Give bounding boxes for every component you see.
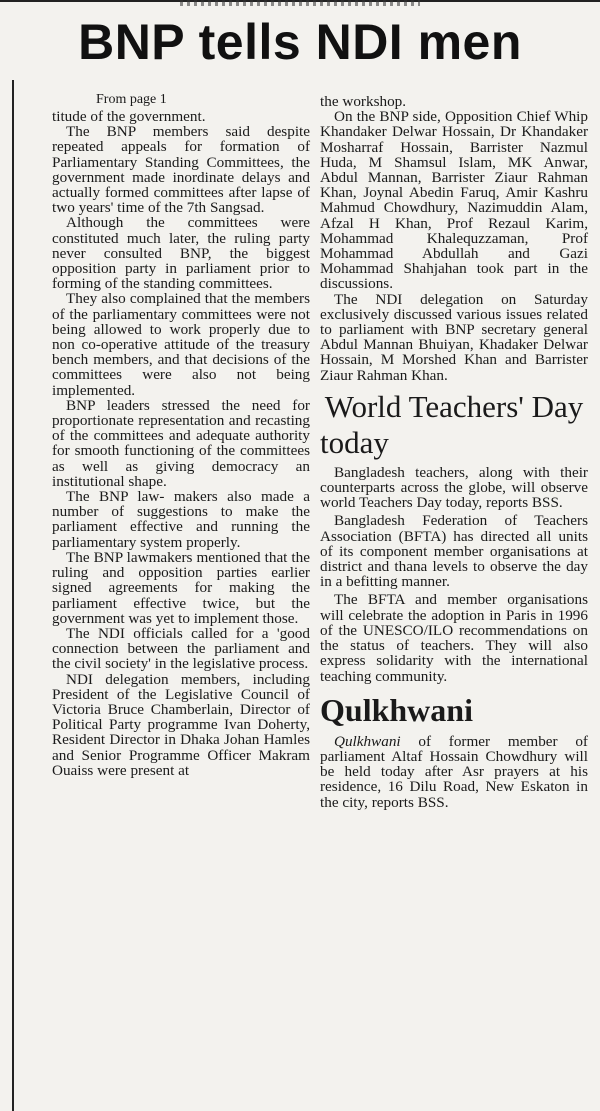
paragraph: Although the committees were constituted much later, the ruling party never consulted BNP, the biggest opposition party in parliament prior to forming of the standing committees. [52, 214, 310, 293]
paragraph: titude of the government. [52, 108, 206, 125]
paragraph: On the BNP side, Opposition Chief Whip Khandaker Delwar Hossain, Dr Khandaker Mosharraf Hossain, Barrister Nazmul Huda, M Shamsul Islam, MK Anwar, Abdul Mannan, Barrister Ziaur Rahman Khan, Joynal Abedin Faruq, Amir Kashru Mahmud Chowdhury, Nazimuddin Alam, Afzal H Khan, Prof Rezaul Karim, Mohammad Khalequzzaman, Prof Mohammad Abdullah and Gazi Mohammad Shahjahan took part in the discussions. [320, 108, 588, 293]
paragraph: The BNP lawmakers mentioned that the ruling and opposition parties earlier signed agreements for making the parliament effective twice, but the government was yet to implement those. [52, 548, 310, 627]
paragraph: Bangladesh Federation of Teachers Association (BFTA) has directed all units of its component member organisations at district and thana levels to observe the day in a befitting manner. [320, 512, 588, 591]
teachers-day-headline: World Teachers' Day today [320, 388, 584, 460]
paragraph: The BFTA and member organisations will celebrate the adoption in Paris in 1996 of the UNESCO/ILO recommendations on the status of teachers. They will also express solidarity with the international teaching community. [320, 591, 588, 685]
paragraph: The BNP members said despite repeated appeals for formation of Parliamentary Standing Committees, the government made inordinate delays and actually formed committees after lapse of two years' time of the 7th Sangsad. [52, 123, 310, 217]
qulkhwani-headline: Qulkhwani [320, 691, 473, 728]
paragraph: They also complained that the members of the parliamentary committees were not being allowed to work properly due to non co-operative attitude of the treasury bench members, and that decisions of the committees were also not being implemented. [52, 290, 310, 399]
right-column [320, 94, 588, 810]
paragraph: Bangladesh teachers, along with their counterparts across the globe, will observe world Teachers Day today, reports BSS. [320, 463, 588, 512]
paragraph: The BNP law- makers also made a number of suggestions to make the parliament effective and running the parliamentary system properly. [52, 488, 310, 551]
left-column [52, 92, 310, 778]
paragraph: The NDI officials called for a 'good connection between the parliament and the civil society' in the legislative process. [52, 624, 310, 673]
paragraph: the workshop. [320, 93, 407, 110]
qulkhwani-paragraph [320, 734, 588, 810]
paragraph: NDI delegation members, including President of the Legislative Council of Victoria Bruce Chamberlain, Director of Political Party programme Ivan Doherty, Resident Director in Dhaka Johan Hamles and Senior Programme Officer Makram Ouaiss were present at [52, 670, 310, 779]
continuation-note: From page 1 [96, 92, 167, 107]
paragraph: BNP leaders stressed the need for proportionate representation and recasting of the committees and adequate authority for smooth functioning of the committees as well as giving democracy an institutional shape. [52, 396, 310, 490]
qulkhwani-body: of former member of parliament Altaf Hossain Chowdhury will be held today after Asr prayers at his residence, 16 Dilu Road, New Eskaton in the city, reports BSS. [320, 732, 588, 811]
column-rule [12, 80, 14, 1111]
headline: BNP tells NDI men [78, 14, 522, 70]
qulkhwani-lead: Qulkhwani [334, 732, 401, 750]
paragraph: The NDI delegation on Saturday exclusively discussed various issues related to parliament with BNP secretary general Abdul Mannan Bhuiyan, Khadaker Delwar Hossain, M Morshed Khan and Barrister Ziaur Rahman Khan. [320, 290, 588, 384]
top-border-rule [0, 0, 600, 10]
